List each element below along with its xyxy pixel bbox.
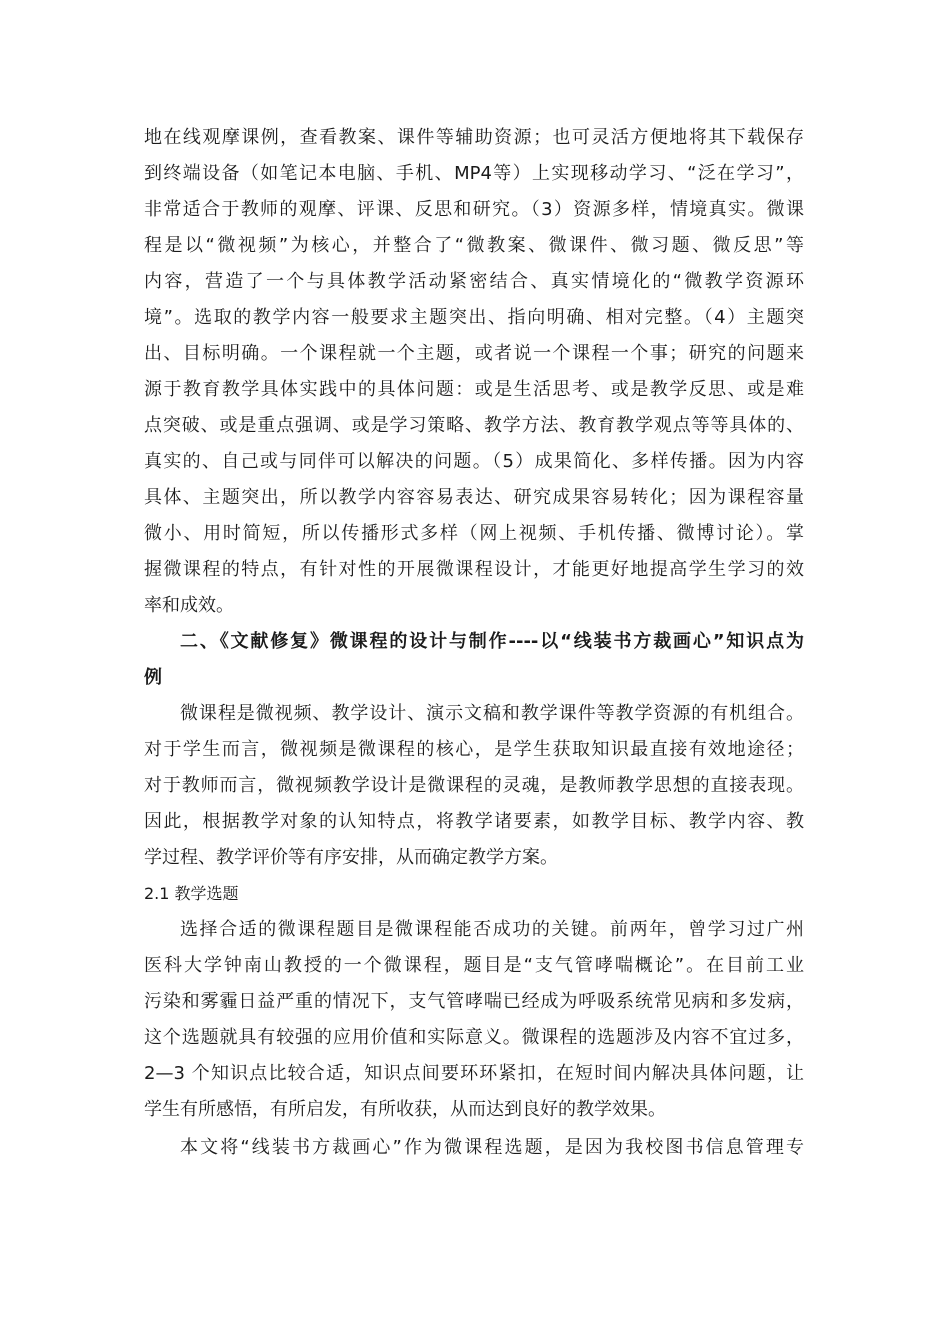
- paragraph-line: 微小、用时简短，所以传播形式多样（网上视频、手机传播、微博讨论）。掌: [144, 523, 804, 544]
- paragraph-line: 学过程、教学评价等有序安排，从而确定教学方案。: [144, 847, 558, 868]
- paragraph-line: 医科大学钟南山教授的一个微课程，题目是“支气管哮喘概论”。在目前工业: [144, 955, 804, 976]
- section-heading-continued: 例: [144, 667, 162, 688]
- subsection-heading: 2.1 教学选题: [144, 884, 239, 903]
- paragraph-line: 地在线观摩课例，查看教案、课件等辅助资源；也可灵活方便地将其下载保存: [144, 127, 804, 148]
- paragraph-line: 微课程是微视频、教学设计、演示文稿和教学课件等教学资源的有机组合。: [180, 703, 804, 724]
- paragraph-line: 2—3 个知识点比较合适，知识点间要环环紧扣，在短时间内解决具体问题，让: [144, 1063, 804, 1084]
- paragraph-line: 具体、主题突出，所以教学内容容易表达、研究成果容易转化；因为课程容量: [144, 487, 804, 508]
- paragraph-line: 因此，根据教学对象的认知特点，将教学诸要素，如教学目标、教学内容、教: [144, 811, 804, 832]
- paragraph-line: 污染和雾霾日益严重的情况下，支气管哮喘已经成为呼吸系统常见病和多发病，: [144, 991, 804, 1012]
- paragraph-line: 握微课程的特点，有针对性的开展微课程设计，才能更好地提高学生学习的效: [144, 559, 804, 580]
- paragraph-line: 程是以“微视频”为核心，并整合了“微教案、微课件、微习题、微反思”等: [144, 235, 804, 256]
- paragraph-line: 学生有所感悟，有所启发，有所收获，从而达到良好的教学效果。: [144, 1099, 666, 1120]
- section-heading: 二、《文献修复》微课程的设计与制作----以“线装书方裁画心”知识点为: [180, 631, 804, 652]
- paragraph-line: 本文将“线装书方裁画心”作为微课程选题，是因为我校图书信息管理专: [180, 1137, 804, 1158]
- paragraph-line: 到终端设备（如笔记本电脑、手机、MP4等）上实现移动学习、“泛在学习”，: [144, 163, 804, 184]
- paragraph-line: 率和成效。: [144, 595, 234, 616]
- paragraph-line: 源于教育教学具体实践中的具体问题：或是生活思考、或是教学反思、或是难: [144, 379, 804, 400]
- paragraph-line: 境”。选取的教学内容一般要求主题突出、指向明确、相对完整。（4）主题突: [144, 307, 804, 328]
- paragraph-line: 真实的、自己或与同伴可以解决的问题。（5）成果简化、多样传播。因为内容: [144, 451, 804, 472]
- paragraph-line: 这个选题就具有较强的应用价值和实际意义。微课程的选题涉及内容不宜过多，: [144, 1027, 804, 1048]
- paragraph-line: 内容，营造了一个与具体教学活动紧密结合、真实情境化的“微教学资源环: [144, 271, 804, 292]
- paragraph-line: 出、目标明确。一个课程就一个主题，或者说一个课程一个事；研究的问题来: [144, 343, 804, 364]
- paragraph-line: 选择合适的微课程题目是微课程能否成功的关键。前两年，曾学习过广州: [180, 919, 804, 940]
- paragraph-line: 点突破、或是重点强调、或是学习策略、教学方法、教育教学观点等等具体的、: [144, 415, 804, 436]
- paragraph-line: 对于教师而言，微视频教学设计是微课程的灵魂，是教师教学思想的直接表现。: [144, 775, 804, 796]
- paragraph-line: 非常适合于教师的观摩、评课、反思和研究。（3）资源多样，情境真实。微课: [144, 199, 804, 220]
- paragraph-line: 对于学生而言，微视频是微课程的核心，是学生获取知识最直接有效地途径；: [144, 739, 804, 760]
